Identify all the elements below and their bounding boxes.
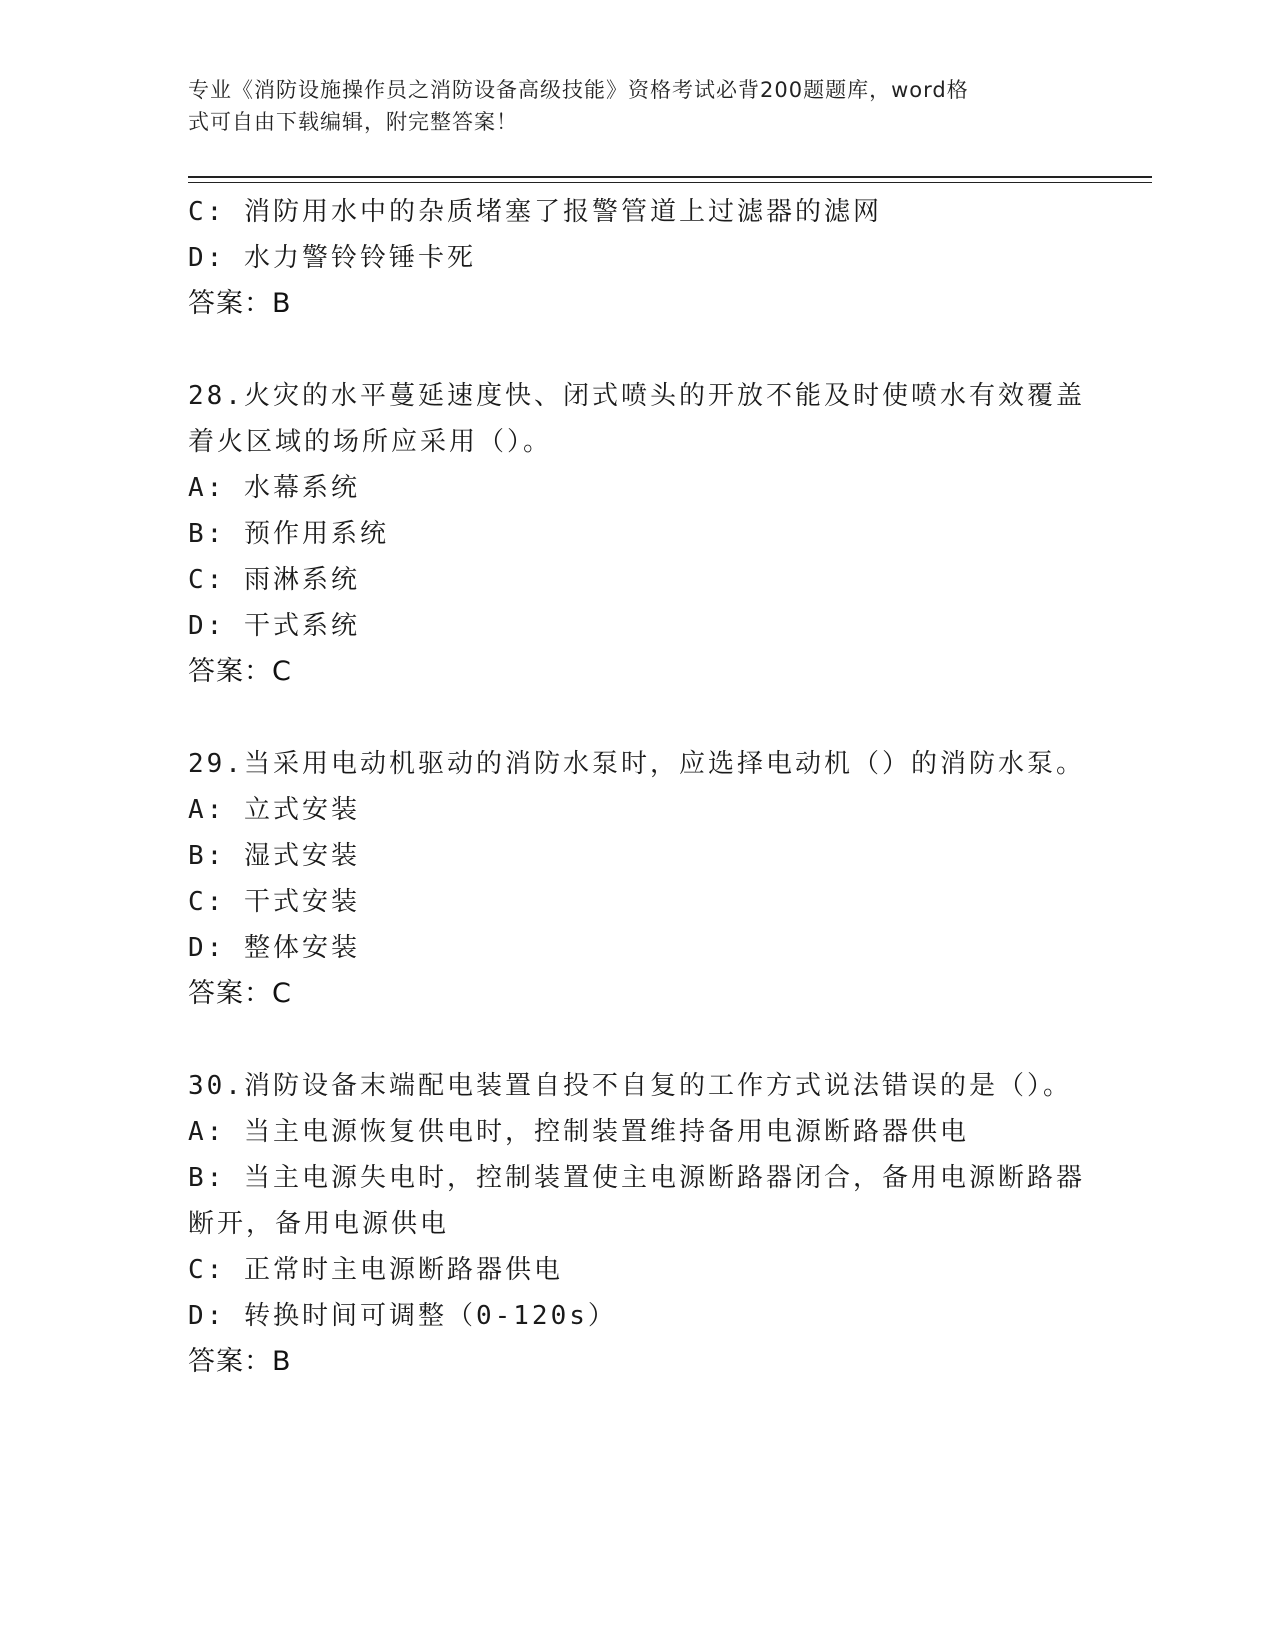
question-30	[188, 1063, 1088, 1385]
option-d: D: 水力警铃铃锤卡死	[188, 243, 476, 273]
header-line-2: 式可自由下载编辑，附完整答案！	[188, 110, 518, 134]
question-stem-cont: 着火区域的场所应采用（）。	[188, 427, 553, 457]
option-b: B: 预作用系统	[188, 519, 389, 549]
answer: 答案：B	[188, 288, 292, 319]
answer: 答案：B	[188, 1346, 292, 1377]
option-d: D: 转换时间可调整（0-120s）	[188, 1301, 617, 1331]
spacer	[188, 1017, 1088, 1063]
answer: 答案：C	[188, 978, 292, 1009]
header-rule-thin	[188, 182, 1152, 183]
option-b: B: 湿式安装	[188, 841, 360, 871]
option-c: C: 干式安装	[188, 887, 360, 917]
option-d: D: 干式系统	[188, 611, 360, 641]
option-c: C: 消防用水中的杂质堵塞了报警管道上过滤器的滤网	[188, 197, 882, 227]
option-a: A: 水幕系统	[188, 473, 360, 503]
spacer	[188, 695, 1088, 741]
option-b-cont: 断开，备用电源供电	[188, 1209, 450, 1239]
answer: 答案：C	[188, 656, 292, 687]
header-line-1: 专业《消防设施操作员之消防设备高级技能》资格考试必背200题题库，word格	[188, 78, 969, 102]
option-b: B: 当主电源失电时，控制装置使主电源断路器闭合，备用电源断路器	[188, 1163, 1085, 1193]
option-a: A: 当主电源恢复供电时，控制装置维持备用电源断路器供电	[188, 1117, 969, 1147]
option-d: D: 整体安装	[188, 933, 360, 963]
page-header	[188, 74, 1068, 138]
question-list	[188, 189, 1088, 1385]
header-rule-thick	[188, 176, 1152, 178]
spacer	[188, 327, 1088, 373]
question-stem: 29.当采用电动机驱动的消防水泵时，应选择电动机（）的消防水泵。	[188, 749, 1085, 779]
option-c: C: 雨淋系统	[188, 565, 360, 595]
question-stem: 28.火灾的水平蔓延速度快、闭式喷头的开放不能及时使喷水有效覆盖	[188, 381, 1085, 411]
question-27-continued	[188, 189, 1088, 327]
option-a: A: 立式安装	[188, 795, 360, 825]
question-stem: 30.消防设备末端配电装置自投不自复的工作方式说法错误的是（）。	[188, 1071, 1072, 1101]
question-28	[188, 373, 1088, 695]
option-c: C: 正常时主电源断路器供电	[188, 1255, 563, 1285]
question-29	[188, 741, 1088, 1017]
